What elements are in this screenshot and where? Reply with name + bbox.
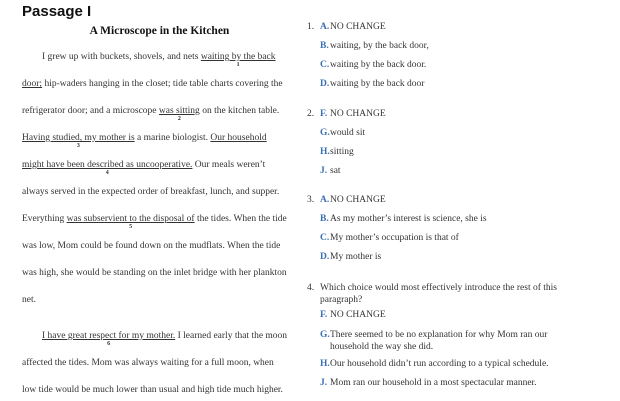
option-letter: F. — [320, 310, 328, 320]
option-letter: C. — [320, 233, 330, 243]
passage-title: A Microscope in the Kitchen — [89, 25, 230, 37]
passage-line: might have been described as uncooperative. 4 Our meals weren’t — [22, 160, 266, 176]
answer-option[interactable]: 3. A.NO CHANGE — [307, 191, 607, 210]
passage-line: door; hip-waders hanging in the closet; tide table charts covering the — [22, 79, 283, 89]
question-ref-number: 1 — [236, 62, 240, 68]
answer-option[interactable]: 1. A.NO CHANGE — [307, 18, 607, 37]
passage-heading: Passage I — [22, 3, 92, 20]
answer-option[interactable]: G.would sit — [307, 124, 607, 143]
option-letter: B. — [320, 214, 329, 224]
answer-option[interactable]: 2. F. NO CHANGE — [307, 105, 607, 124]
question-stem-cont: paragraph? — [320, 295, 363, 305]
option-letter: G. — [320, 128, 330, 138]
option-letter: C. — [320, 60, 330, 70]
option-letter: D. — [320, 252, 330, 262]
passage-line: Having studied, my mother is 3 a marine biologist. Our household — [22, 133, 267, 149]
option-letter: B. — [320, 41, 329, 51]
answer-option[interactable]: B.waiting, by the back door, — [307, 37, 607, 56]
question-ref-number: 2 — [177, 116, 181, 122]
option-letter: D. — [320, 79, 330, 89]
option-letter: G. — [320, 330, 330, 340]
underlined-phrase-4-cont[interactable]: might have been described as uncooperative. 4 — [22, 160, 193, 176]
answer-option[interactable]: D.My mother is — [307, 248, 607, 267]
question-number: 3. — [307, 195, 315, 205]
answer-option[interactable]: B.As my mother’s interest is science, she is — [307, 210, 607, 229]
passage-line: Everything was subservient to the disposal of 5 the tides. When the tide — [22, 214, 287, 230]
option-letter: H. — [320, 147, 330, 157]
question-ref-number: 5 — [129, 224, 133, 230]
passage-line: I have great respect for my mother. 6 I learned early that the moon — [42, 331, 288, 347]
passage-line: net. — [22, 295, 36, 305]
question-ref-number: 6 — [107, 341, 111, 347]
question-2 — [307, 105, 607, 181]
answer-option[interactable]: D.waiting by the back door — [307, 75, 607, 94]
answer-option[interactable]: H.sitting — [307, 143, 607, 162]
passage-line: affected the tides. Mom was always waiting for a full moon, when — [22, 358, 274, 368]
answer-option[interactable]: C.My mother’s occupation is that of — [307, 229, 607, 248]
question-number: 1. — [307, 22, 315, 32]
question-1 — [307, 18, 607, 94]
answer-option[interactable]: J. Mom ran our household in a most spectacular manner. — [307, 374, 607, 393]
answer-option[interactable]: F. NO CHANGE — [307, 306, 607, 325]
option-letter: A. — [320, 22, 330, 32]
underlined-phrase-2[interactable]: was sitting 2 — [158, 106, 200, 122]
option-letter: J. — [320, 378, 328, 388]
passage-line: low tide would be much lower than usual and high tide much higher. — [22, 385, 283, 395]
passage-line: always served in the expected order of breakfast, lunch, and supper. — [22, 187, 280, 197]
passage-line: was low, Mom could be found down on the mudflats. When the tide — [22, 241, 281, 251]
answer-option[interactable]: C.waiting by the back door. — [307, 56, 607, 75]
question-4 — [307, 282, 607, 393]
question-number: 2. — [307, 109, 315, 119]
question-stem: 4. Which choice would most effectively introduce the rest of this — [307, 283, 557, 293]
answer-option[interactable]: H.Our household didn’t run according to a typical schedule. — [307, 355, 607, 374]
passage-line: was high, she would be standing on the inlet bridge with her plankton — [22, 268, 287, 278]
underlined-phrase-5[interactable]: was subservient to the disposal of 5 — [66, 214, 195, 230]
option-letter: H. — [320, 359, 330, 369]
option-letter: J. — [320, 166, 328, 176]
underlined-phrase-1[interactable]: waiting by the back 1 — [200, 52, 276, 68]
passage-line: I grew up with buckets, shovels, and nets waiting by the back 1 — [42, 52, 276, 68]
question-number: 4. — [307, 283, 315, 293]
option-letter: A. — [320, 195, 330, 205]
underlined-phrase-3[interactable]: Having studied, my mother is 3 — [22, 133, 135, 149]
underlined-phrase-1-cont[interactable]: door; — [22, 79, 43, 89]
option-letter: F. — [320, 109, 328, 119]
answer-option[interactable]: G.There seemed to be no explanation for why Mom ran our — [320, 330, 548, 340]
passage-line: refrigerator door; and a microscope was sitting 2 on the kitchen table. — [22, 106, 280, 122]
underlined-phrase-4[interactable]: Our household — [210, 133, 267, 143]
question-ref-number: 4 — [105, 170, 109, 176]
question-ref-number: 3 — [76, 143, 80, 149]
answer-option-cont: household the way she did. — [330, 342, 434, 352]
underlined-phrase-6[interactable]: I have great respect for my mother. 6 — [42, 331, 176, 347]
answer-option[interactable]: J. sat — [307, 162, 607, 181]
question-3 — [307, 191, 607, 267]
